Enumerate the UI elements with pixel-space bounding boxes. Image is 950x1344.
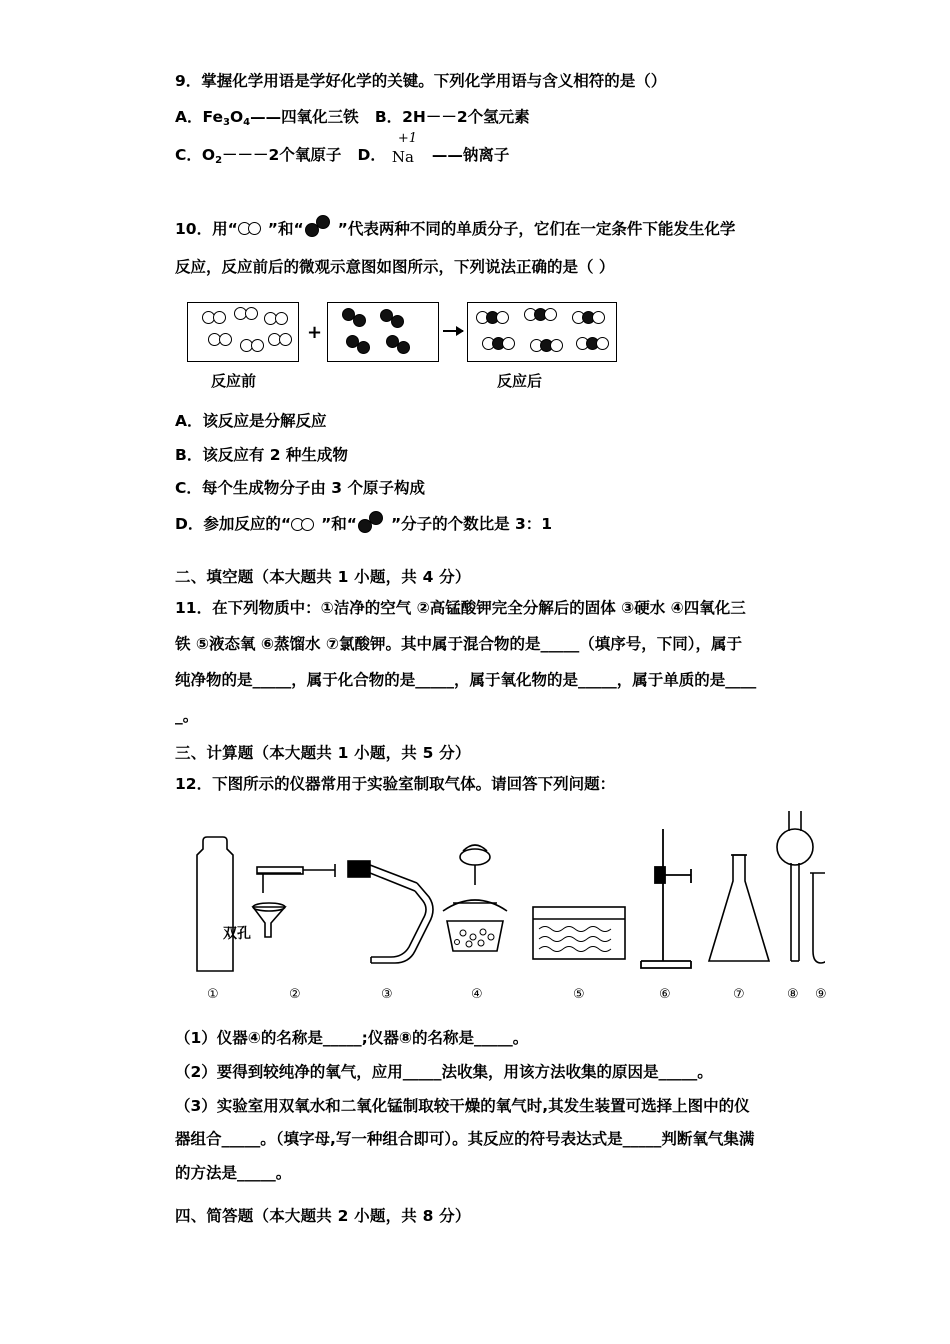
- question-9: [175, 68, 820, 170]
- q12-sub-3-line-3: 的方法是_____。: [175, 1164, 292, 1183]
- apparatus-svg: [185, 811, 825, 986]
- q9-option-c-prefix: C．O: [175, 145, 216, 164]
- reactant-box-2: [327, 302, 439, 362]
- q9-stem: 9．掌握化学用语是学好化学的关键。下列化学用语与含义相符的是（）: [175, 72, 667, 90]
- molecule-bb-icon-2: [357, 515, 391, 535]
- section-3-heading: 三、计算题（本大题共 1 小题，共 5 分）: [175, 743, 471, 762]
- q10-option-a: A．该反应是分解反应: [175, 411, 327, 430]
- q11-line-1: 11．在下列物质中：①洁净的空气 ②高锰酸钾完全分解后的固体 ③硬水 ④四氧化三: [175, 599, 746, 618]
- q9-option-a-prefix: A．Fe: [175, 107, 223, 126]
- q9-options-line-2: [175, 131, 820, 170]
- page-content: [175, 68, 827, 1234]
- q12-sub-3-line-1: （3）实验室用双氧水和二氧化锰制取较干燥的氧气时,其发生装置可选择上图中的仪: [175, 1096, 750, 1115]
- q10-stem-part1: 10．用“: [175, 219, 238, 238]
- q9-options-line-1: [175, 104, 820, 132]
- q10-option-d-mid: ”和“: [321, 515, 357, 534]
- q12-sub-1: （1）仪器④的名称是_____;仪器⑧的名称是_____。: [175, 1028, 529, 1047]
- q9-option-a-sub2: 4: [243, 116, 251, 128]
- molecule-oo-icon-2: [291, 518, 321, 532]
- apparatus-label-6: ⑥: [659, 986, 671, 1002]
- q9-option-a-suffix: ——四氧化三铁: [250, 107, 359, 126]
- q10-option-d-suffix: ”分子的个数比是 3：1: [390, 515, 553, 534]
- q10-stem-part2: ”和“: [267, 219, 304, 238]
- q11-line-3: 纯净物的是_____，属于化合物的是_____，属于氧化物的是_____，属于单质的是____: [175, 671, 757, 690]
- q10-stem-part3: ”代表两种不同的单质分子，它们在一定条件下能发生化学: [337, 219, 736, 238]
- q12-sub-2: （2）要得到较纯净的氧气，应用_____法收集，用该方法收集的原因是_____。: [175, 1062, 713, 1081]
- molecule-oo-icon: [238, 222, 268, 236]
- q10-reaction-diagram: [187, 296, 607, 396]
- apparatus-label-3: ③: [381, 986, 393, 1002]
- apparatus-label-2: ②: [289, 986, 301, 1002]
- q10-option-d: [175, 511, 820, 539]
- reactant-box-1: [187, 302, 299, 362]
- apparatus-label-7: ⑦: [733, 986, 745, 1002]
- apparatus-label-9: ⑨: [815, 986, 827, 1002]
- section-4-heading: 四、简答题（本大题共 2 小题，共 8 分）: [175, 1207, 471, 1226]
- sodium-ion-symbol: [386, 131, 432, 167]
- q9-option-d-prefix: D．: [357, 145, 386, 164]
- q9-option-d-suffix: ——钠离子: [431, 145, 510, 164]
- q10-option-c: C．每个生成物分子由 3 个原子构成: [175, 479, 425, 498]
- q10-option-b: B．该反应有 2 种生成物: [175, 445, 348, 464]
- reaction-arrow: [443, 330, 463, 332]
- q10-stem-line-2: 反应，反应前后的微观示意图如图所示，下列说法正确的是（ ）: [175, 257, 615, 276]
- section-calculation: [175, 741, 827, 1188]
- apparatus-label-5: ⑤: [573, 986, 585, 1002]
- q12-sub-3-line-2: 器组合_____。（填字母,写一种组合即可）。其反应的符号表达式是_____判断氧气集满: [175, 1130, 755, 1149]
- double-hole-annotation: 双孔: [223, 925, 251, 942]
- apparatus-label-8: ⑧: [787, 986, 799, 1002]
- q9-option-b: B．2H－－2个氢元素: [374, 107, 530, 126]
- section-2-heading: 二、填空题（本大题共 1 小题，共 4 分）: [175, 568, 471, 587]
- q12-stem: 12．下图所示的仪器常用于实验室制取气体。请回答下列问题：: [175, 774, 616, 793]
- sodium-ion-charge: +1: [397, 131, 418, 147]
- question-10: [175, 216, 820, 539]
- molecule-bb-icon: [304, 219, 338, 239]
- label-after-reaction: 反应后: [497, 371, 543, 390]
- q9-option-a-sub1: 3: [222, 116, 230, 128]
- q9-option-c-suffix: －－－2个氧原子: [222, 145, 342, 164]
- label-before-reaction: 反应前: [211, 371, 257, 390]
- apparatus-label-1: ①: [207, 986, 219, 1002]
- section-short-answer: [175, 1204, 820, 1228]
- section-fill-in-blank: [175, 565, 820, 731]
- apparatus-label-4: ④: [471, 986, 483, 1002]
- q10-stem-line-1: [175, 216, 820, 244]
- q10-option-d-prefix: D．参加反应的“: [175, 515, 292, 534]
- product-box: [467, 302, 617, 362]
- q9-option-c-sub: 2: [215, 154, 223, 166]
- q11-line-4: _。: [175, 706, 199, 725]
- sodium-ion-element: Na: [391, 148, 414, 167]
- apparatus-figure: [185, 811, 825, 1011]
- q11-line-2: 铁 ⑤液态氧 ⑥蒸馏水 ⑦氯酸钾。其中属于混合物的是_____（填序号，下同），属于: [175, 635, 743, 654]
- plus-sign: +: [307, 321, 323, 343]
- q9-option-a-mid: O: [229, 107, 244, 126]
